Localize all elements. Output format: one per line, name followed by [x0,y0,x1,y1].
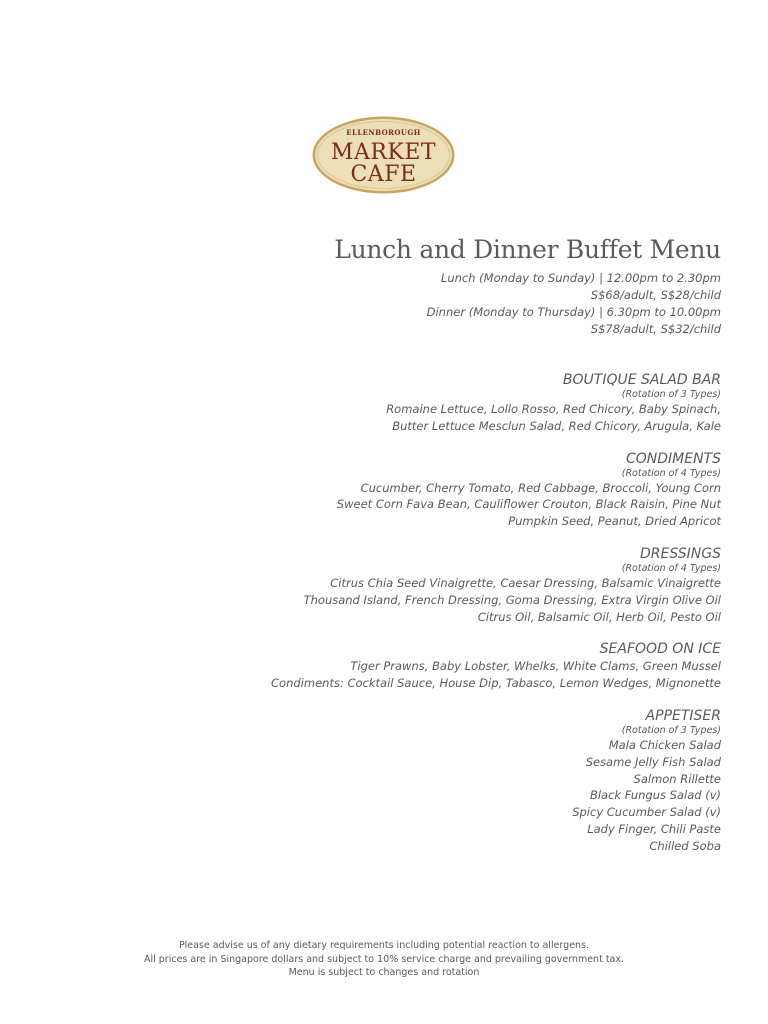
menu-section [41,546,721,625]
footer-allergens-note: Please advise us of any dietary requirements including potential reaction to allergens. [178,940,590,951]
menu-section [41,708,721,855]
menu-item-line: Sesame Jelly Fish Salad [585,754,721,769]
page-title: Lunch and Dinner Buffet Menu [334,235,721,264]
menu-item-line: Romaine Lettuce, Lollo Rosso, Red Chicory, Baby Spinach, [386,402,721,416]
logo-emblem [311,115,456,195]
menu-section [41,451,721,530]
menu-item-line: Mala Chicken Salad [608,737,721,752]
footer-price-note: All prices are in Singapore dollars and subject to 10% service charge and prevailing government tax. [143,953,625,965]
menu-item-line: Condiments: Cocktail Sauce, House Dip, Tabasco, Lemon Wedges, Mignonette [271,676,721,691]
menu-item-line: Tiger Prawns, Baby Lobster, Whelks, White Clams, Green Mussel [350,659,721,674]
menu-section [41,372,721,435]
section-title: CONDIMENTS [625,450,721,467]
section-title: DRESSINGS [640,545,721,562]
logo-line1-text: MARKET [330,140,437,165]
menu-item-line: Spicy Cucumber Salad (v) [572,805,721,820]
dinner-hours: Dinner (Monday to Thursday) | 6.30pm to 10.00pm [426,305,721,319]
menu-item-line: Chilled Soba [649,838,721,853]
section-note: (Rotation of 4 Types) [621,562,721,574]
lunch-hours: Lunch (Monday to Sunday) | 12.00pm to 2.30pm [440,271,721,285]
footer-rotation-note: Menu is subject to changes and rotation [288,967,480,978]
menu-section [41,641,721,692]
menu-item-line: Black Fungus Salad (v) [589,788,721,803]
section-note: (Rotation of 3 Types) [621,389,721,400]
logo-top-text: ELLENBOROUGH [346,128,421,137]
section-note: (Rotation of 3 Types) [621,724,721,736]
section-title: BOUTIQUE SALAD BAR [562,372,721,388]
menu-item-line: Salmon Rillette [633,771,721,786]
logo-line2-text: CAFE [350,162,417,187]
market-cafe-logo [311,115,456,195]
menu-item-line: Pumpkin Seed, Peanut, Dried Apricot [508,514,721,529]
lunch-price: S$68/adult, S$28/child [590,288,721,302]
menu-item-line: Citrus Chia Seed Vinaigrette, Caesar Dressing, Balsamic Vinaigrette [330,575,721,590]
menu-item-line: Lady Finger, Chili Paste [587,821,721,836]
section-title: APPETISER [645,707,721,724]
menu-item-line: Sweet Corn Fava Bean, Cauliflower Crouton, Black Raisin, Pine Nut [336,497,721,512]
menu-item-line: Citrus Oil, Balsamic Oil, Herb Oil, Pesto Oil [477,609,721,624]
footer-notes [0,939,768,980]
menu-item-line: Thousand Island, French Dressing, Goma Dressing, Extra Virgin Olive Oil [303,592,721,607]
menu-header [201,235,721,338]
dinner-price: S$78/adult, S$32/child [590,322,721,336]
menu-item-line: Butter Lettuce Mesclun Salad, Red Chicory, Arugula, Kale [392,418,721,433]
section-note: (Rotation of 4 Types) [621,467,721,479]
menu-sections [41,372,721,855]
menu-item-line: Cucumber, Cherry Tomato, Red Cabbage, Broccoli, Young Corn [360,480,721,495]
section-title: SEAFOOD ON ICE [599,641,721,658]
